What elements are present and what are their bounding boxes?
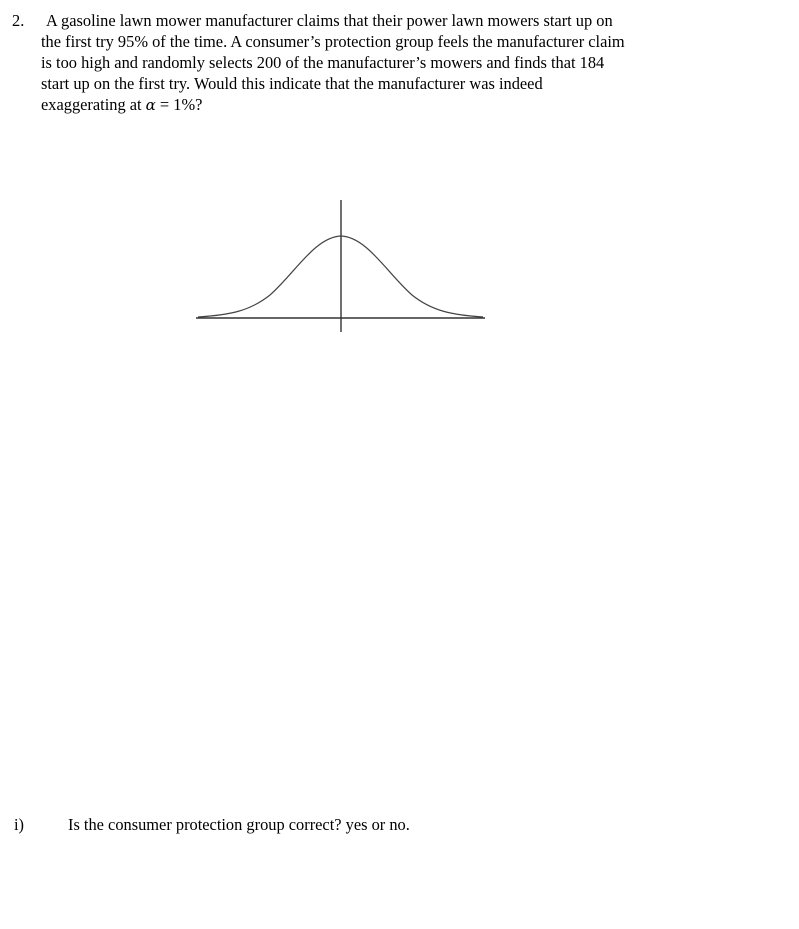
question-text: Is the consumer protection group correct? yes or no. [68,815,410,834]
problem-line-5-suffix: = 1%? [155,95,203,114]
problem-line-1: A gasoline lawn mower manufacturer claims that their power lawn mowers start up on [46,11,613,30]
problem-number: 2. [12,11,25,30]
problem-line-4: start up on the first try. Would this indicate that the manufacturer was indeed [41,74,543,93]
problem-statement [12,10,702,116]
problem-line-5 [41,94,702,116]
alpha-symbol: α [145,96,156,114]
problem-line-3: is too high and randomly selects 200 of the manufacturer’s mowers and finds that 184 [41,53,605,72]
normal-distribution-figure [190,195,490,335]
problem-text [41,10,702,116]
question-label: i) [14,815,25,834]
problem-line-5-prefix: exaggerating at [41,95,146,114]
problem-line-2: the first try 95% of the time. A consumer’s protection group feels the manufacturer claim [41,32,625,51]
